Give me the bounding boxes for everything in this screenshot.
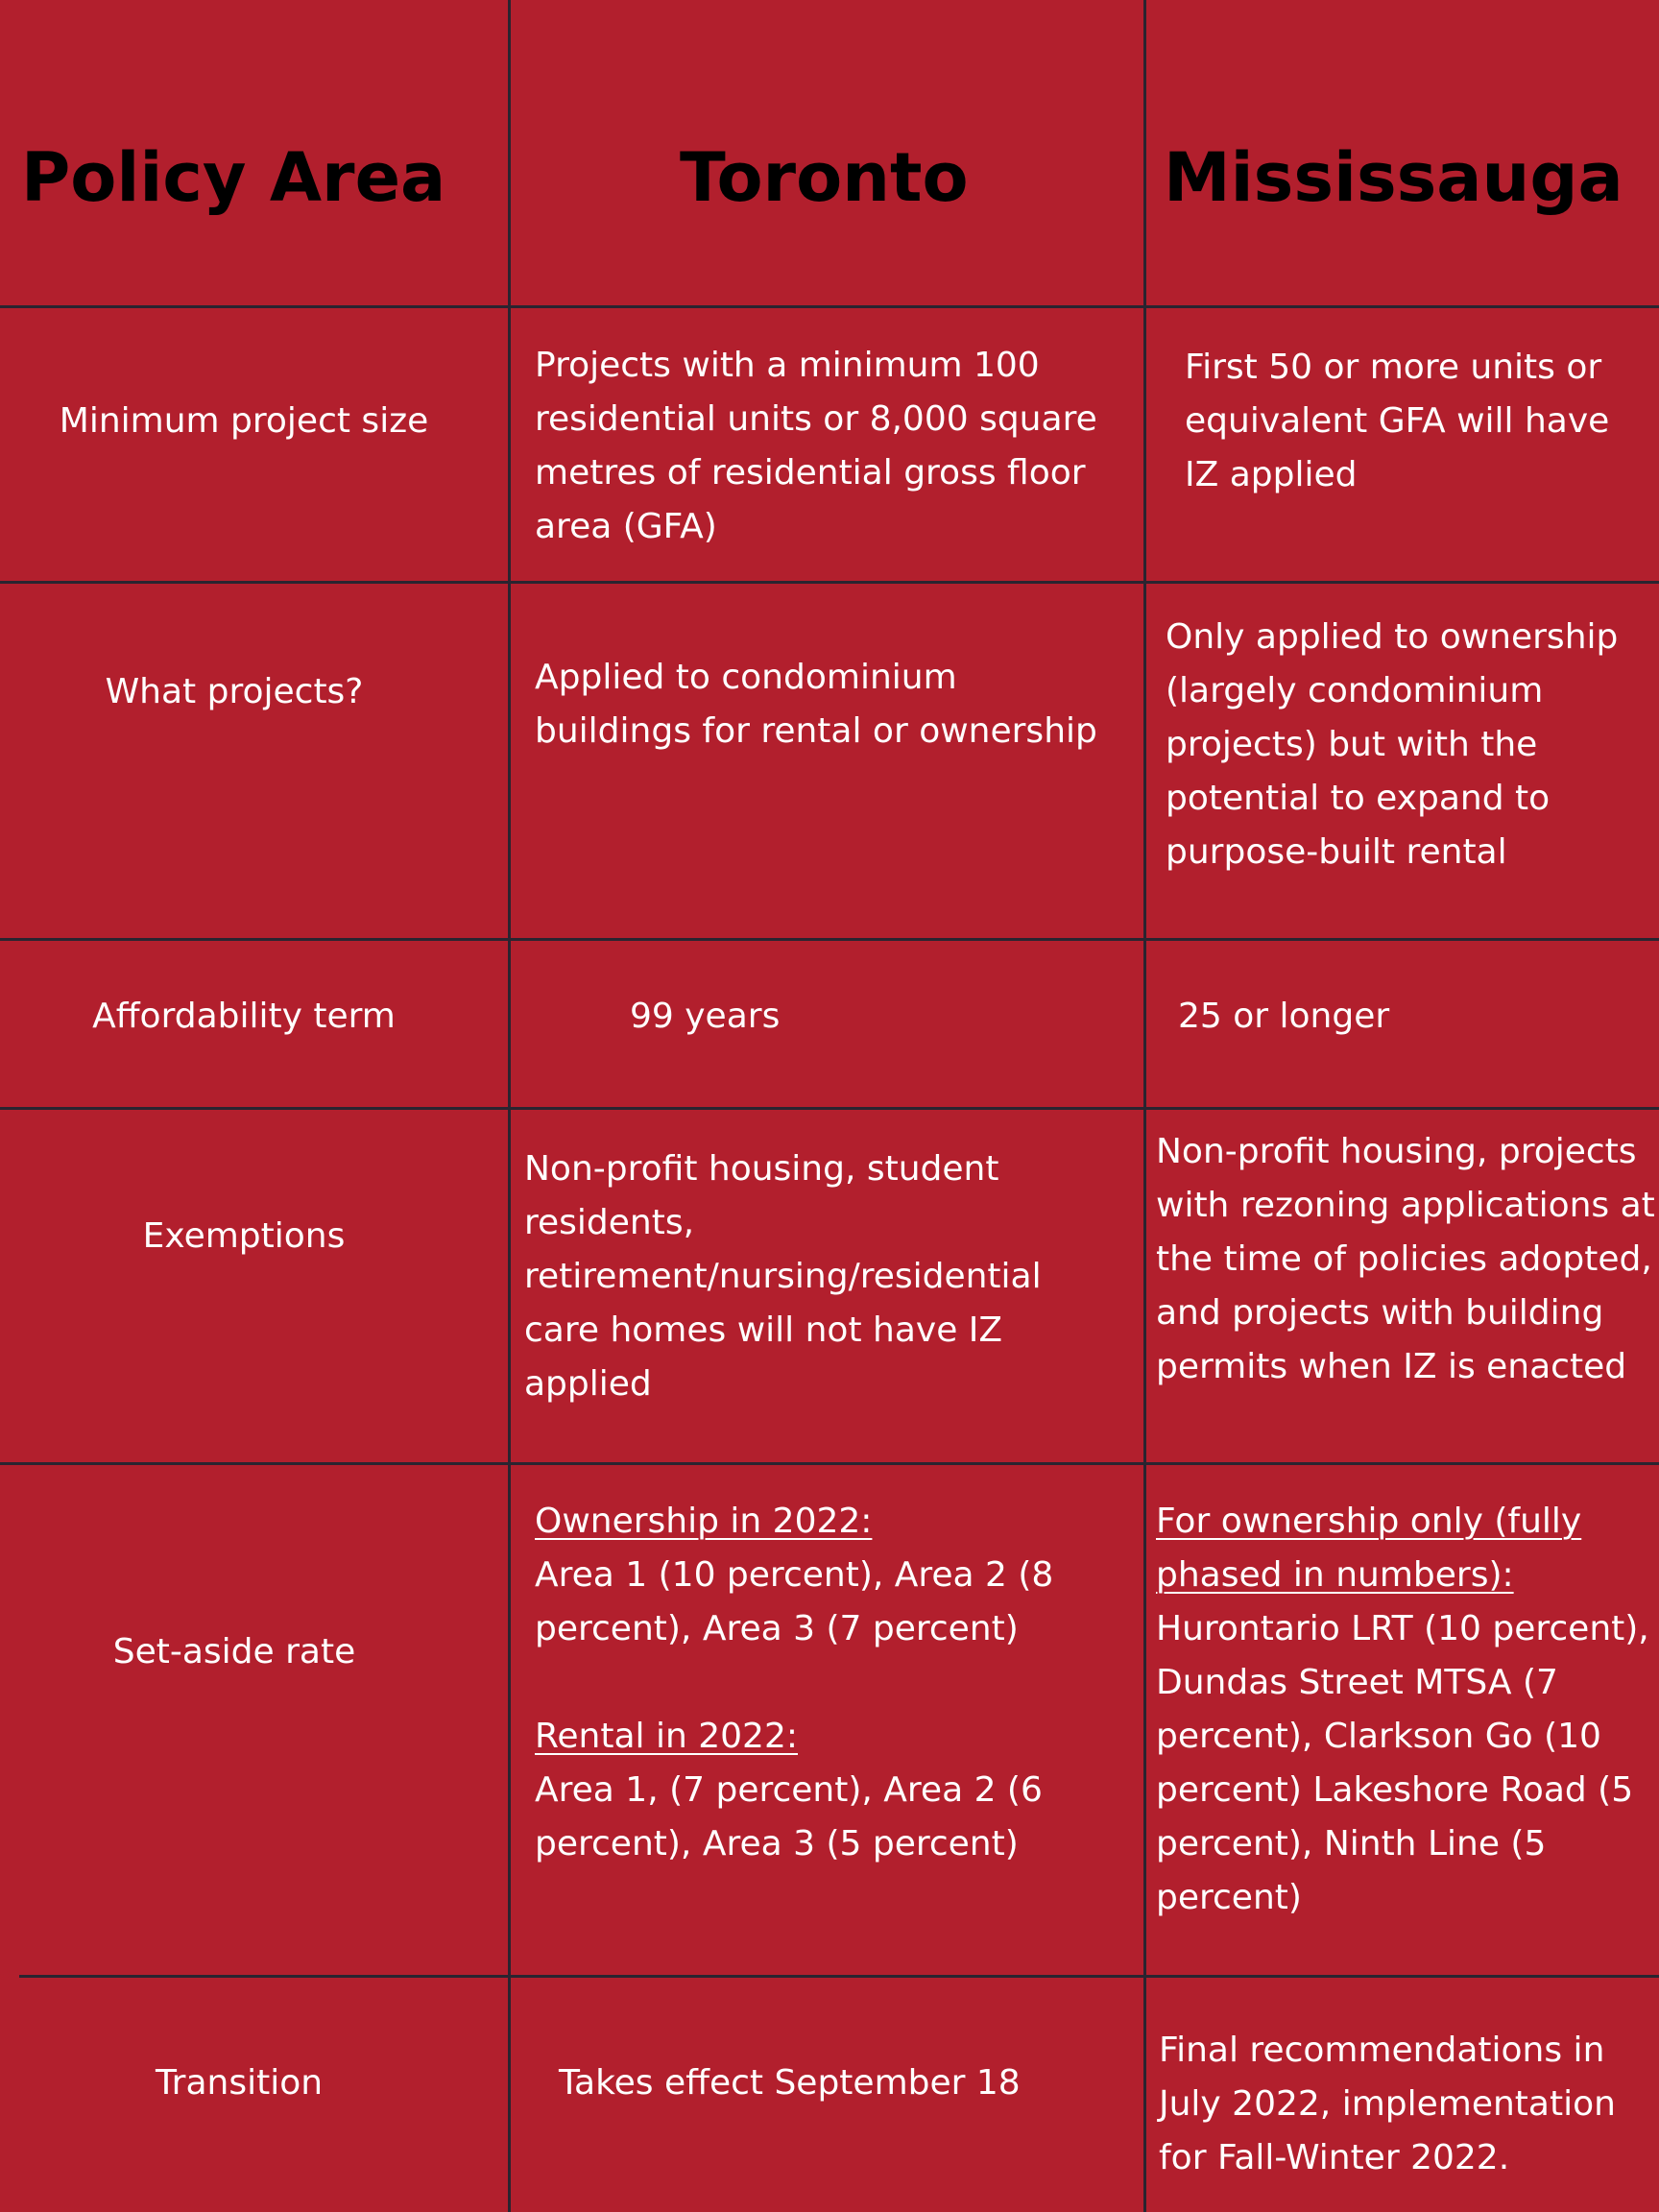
row-divider-2 — [0, 938, 1659, 941]
column-divider-1 — [508, 0, 511, 2212]
mississauga-set-aside-rate — [1156, 1495, 1655, 1925]
spacer — [535, 1656, 1120, 1710]
mississauga-minimum-project-size: First 50 or more units or equivalent GFA will have IZ applied — [1185, 348, 1610, 494]
header-mississauga: Mississauga — [1164, 138, 1623, 217]
mississauga-transition: Final recommendations in July 2022, implementation for Fall-Winter 2022. — [1159, 2031, 1616, 2177]
toronto-what-projects: Applied to condominium buildings for rental or ownership — [535, 658, 1097, 751]
row-divider-1 — [0, 581, 1659, 584]
toronto-ownership-heading: Ownership in 2022: — [535, 1502, 873, 1541]
toronto-exemptions: Non-profit housing, student residents, retirement/nursing/residential care homes will not have IZ applied — [524, 1149, 1042, 1404]
mississauga-ownership-heading: For ownership only (fully phased in numbers): — [1156, 1502, 1582, 1595]
label-exemptions: Exemptions — [142, 1216, 346, 1256]
row-divider-5 — [19, 1975, 1659, 1978]
toronto-rental-heading: Rental in 2022: — [535, 1717, 798, 1756]
row-divider-4 — [0, 1462, 1659, 1465]
row-divider-header — [0, 305, 1659, 308]
label-set-aside-rate: Set-aside rate — [112, 1632, 356, 1671]
mississauga-exemptions: Non-profit housing, projects with rezoning applications at the time of policies adopted, and projects with building permits when IZ is enacted — [1156, 1132, 1655, 1386]
label-what-projects: What projects? — [105, 672, 364, 711]
row-divider-3 — [0, 1107, 1659, 1110]
header-toronto: Toronto — [680, 138, 969, 217]
column-divider-2 — [1143, 0, 1146, 2212]
toronto-rental-rates: Area 1, (7 percent), Area 2 (6 percent), Area 3 (5 percent) — [535, 1770, 1043, 1863]
toronto-affordability-term: 99 years — [630, 997, 781, 1036]
label-transition: Transition — [155, 2063, 324, 2103]
toronto-transition: Takes effect September 18 — [559, 2063, 1021, 2103]
label-affordability-term: Affordability term — [92, 997, 396, 1036]
label-minimum-project-size: Minimum project size — [59, 401, 429, 441]
toronto-set-aside-rate — [535, 1495, 1120, 1871]
toronto-ownership-rates: Area 1 (10 percent), Area 2 (8 percent), Area 3 (7 percent) — [535, 1555, 1054, 1648]
mississauga-ownership-rates: Hurontario LRT (10 percent), Dundas Street MTSA (7 percent), Clarkson Go (10 percent) Lakeshore Road (5 percent), Ninth Line (5 percent) — [1156, 1609, 1649, 1917]
mississauga-what-projects: Only applied to ownership (largely condominium projects) but with the potential to expand to purpose-built rental — [1166, 617, 1619, 872]
mississauga-affordability-term: 25 or longer — [1178, 997, 1390, 1036]
header-policy-area: Policy Area — [21, 138, 446, 217]
toronto-minimum-project-size: Projects with a minimum 100 residential units or 8,000 square metres of residential gross floor area (GFA) — [535, 346, 1097, 546]
